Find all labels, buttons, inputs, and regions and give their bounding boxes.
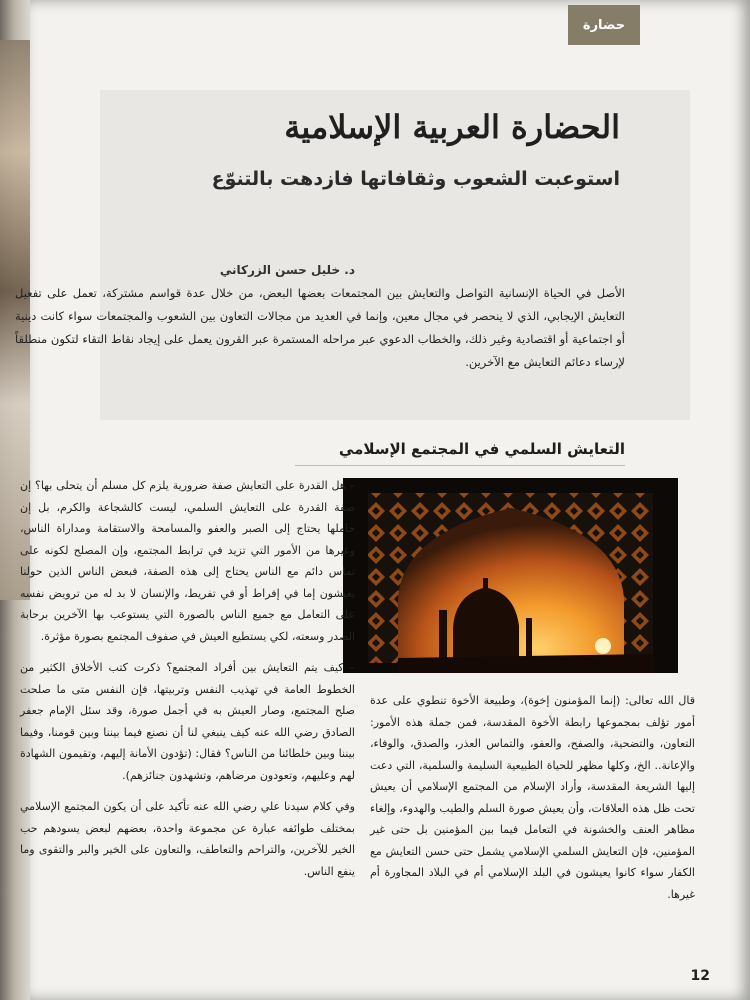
left-column-text [20, 475, 355, 892]
author-byline: د. خليل حسن الزركاني [219, 263, 355, 277]
mosque-arch-illustration [343, 478, 678, 673]
magazine-page [15, 0, 750, 1000]
article-title: الحضارة العربية الإسلامية [284, 108, 620, 146]
lead-paragraph: الأصل في الحياة الإنسانية التواصل والتعايش بين المجتمعات بعضها البعض، من خلال عدة قواسم مشتركة، تعمل على تفعيل التعايش الإيجابي، الذي لا ينحصر في مجال معين، وإنما في العديد من مجالات التعاون بين الشعوب والمجتمعات سواء كانت دينية أو اجتماعية أو اقتصادية وغير ذلك، والخطاب الدعوي عبر مراحله المستمرة عبر القرون يعمل على إيجاد نقاط التقاء لتكون منطلقاً لإرساء دعائم التعايش مع الآخرين. [15, 286, 625, 369]
left-paragraph-1: – هل القدرة على التعايش صفة ضرورية يلزم كل مسلم أن يتحلى بها؟ إن صفة القدرة على التعايش السلمي، ليست كالشجاعة والكرم، بل إن حاملها يحتاج إلى الصبر والعفو والمسامحة والاستقامة ومداراة الناس، وغيرها من الأمور التي تزيد في ترابط المجتمع، وإن المصلح لكونه على تماس دائم مع الناس يحتاج إلى هذه الصفة، فبعض الناس الذين حولنا يعيشون إما في إفراط أو في تفريط، والإنسان لا بد له من ترويض نفسه على التعامل مع جميع الناس بالصورة التي يستوعب بها الآخرين برحابة الصدر وسعته، لكي يستطيع العيش في صفوف المجتمع بصورة مؤثرة. [20, 479, 355, 643]
left-paragraph-3: وفي كلام سيدنا علي رضي الله عنه تأكيد على أن يكون المجتمع الإسلامي بمختلف طوائفه عبارة عن مجموعة واحدة، بعضهم لبعض يسودهم حب الخير للآخرين، والتراحم والتعاطف، والتعاون على الخير والبر والتقوى وما ينفع الناس. [20, 800, 355, 878]
section-tag: حضارة [568, 5, 640, 45]
section-divider [295, 465, 625, 466]
section-heading: التعايش السلمي في المجتمع الإسلامي [338, 440, 625, 458]
mosque-silhouette-photo [343, 478, 678, 673]
right-column-text: قال الله تعالى: (إنما المؤمنون إخوة)، وطبيعة الأخوة تنطوي على عدة أمور تؤلف بمجموعها رابطة الأخوة المقدسة، فمن جملة هذه الأمور: التعاون، والتضحية، والصفح، والعفو، والتماس العذر، والصدق، والوفاء، والإعانة.. الخ، وكلها مظهر للحياة الطبيعية السليمة والسلمية، التي دعت إليها الشريعة المقدسة، وأراد الإسلام من المجتمع الإسلامي أن يعيش تحت ظل هذه العلاقات، وأن يعيش صورة السلم والطيب والهدوء، وإلغاء مظاهر العنف والخشونة في التعامل فيما بين المؤمنين بل حتى غير المؤمنين، فإن التعايش السلمي الإسلامي يشمل حتى حسن التعايش مع الكفار سواء كانوا يعيشون في البلد الإسلامي أم في البلاد المجاورة أم غيرها. [370, 694, 695, 901]
left-paragraph-2: – كيف يتم التعايش بين أفراد المجتمع؟ ذكرت كتب الأخلاق الكثير من الخطوط العامة في تهذيب النفس وتربيتها، فإن النفس متى ما صلحت صلح المجتمع، وصار العيش به في أجمل صورة، وقد سئل الإمام جعفر الصادق رضي الله عنه كيف ينبغي لنا أن نصنع فيما بيننا وبين قومنا، وفيما بيننا وبين خلطائنا من الناس؟ فقال: (تؤدون الأمانة إليهم، وتقيمون الشهادة لهم وعليهم، وتعودون مرضاهم، وتشهدون جنائزهم). [20, 661, 355, 782]
page-number: 12 [690, 968, 710, 984]
article-subtitle: استوعبت الشعوب وثقافاتها فازدهت بالتنوّع [211, 168, 620, 190]
